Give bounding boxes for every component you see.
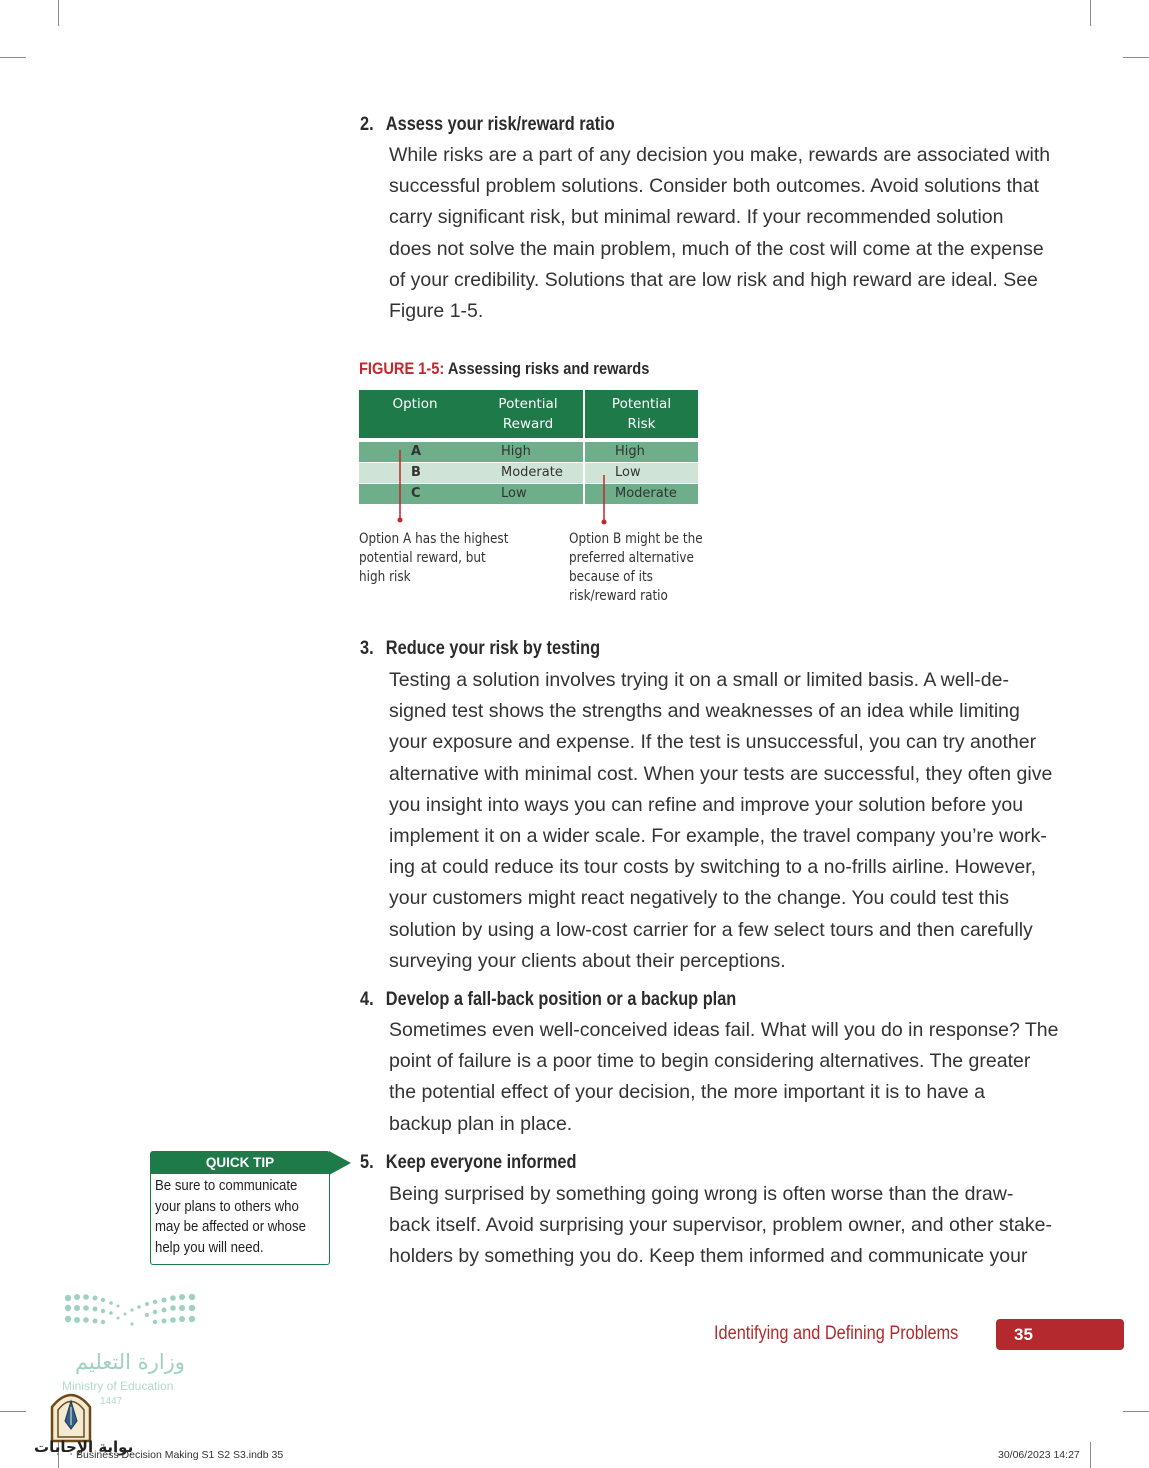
page-number-tab [996,1319,1124,1350]
callout-left [359,530,533,587]
cell-option: B [411,465,421,480]
text-line: you insight into ways you can refine and improve your solution before you [389,793,1024,816]
item-number: 5. [360,1152,374,1173]
text-line: carry significant risk, but minimal reward. If your recommended solution [389,206,1004,229]
header-risk-line2: Risk [627,416,656,432]
quick-tip-arrow [329,1151,351,1175]
callout-line: because of its [569,569,653,585]
callout-right [569,530,724,606]
callout-arrows [390,440,620,530]
cell-option: C [411,486,421,501]
text-line: surveying your clients about their perceptions. [389,949,786,972]
text-line: implement it on a wider scale. For example, the travel company you’re work- [389,825,1047,848]
item-4-paragraph [389,1015,1059,1140]
quick-tip-box [150,1151,330,1265]
header-risk [585,394,698,434]
text-line: Testing a solution involves trying it on a small or limited basis. A well-de- [389,669,1009,691]
crop-mark [58,0,59,26]
item-title: Reduce your risk by testing [385,638,601,659]
header-reward-line1: Potential [498,396,558,412]
text-line: successful problem solutions. Consider both outcomes. Avoid solutions that [389,175,1039,198]
item-4-heading [360,989,736,1011]
footer-section-title: Identifying and Defining Problems [714,1323,959,1344]
text-line: alternative with minimal cost. When your tests are successful, they often give [389,762,1053,785]
quick-tip-line: your plans to others who [155,1197,299,1215]
item-2-paragraph [389,140,1051,327]
text-line: holders by something you do. Keep them informed and communicate your [389,1245,1028,1268]
text-line: signed test shows the strengths and weaknesses of an idea while limiting [389,700,1020,723]
text-line: the potential effect of your decision, the more important it is to have a [389,1081,985,1104]
quick-tip-line: may be affected or whose [155,1218,306,1235]
ministry-logo-icon [62,1290,202,1336]
item-3-heading [360,638,600,660]
quick-tip-body [155,1176,327,1258]
crop-mark [0,1411,26,1412]
figure-caption [359,359,649,379]
ministry-name-english: Ministry of Education [62,1379,174,1393]
cell-risk: High [615,444,645,459]
callout-line: potential reward, but [359,550,486,566]
text-line: point of failure is a poor time to begin considering alternatives. The greater [389,1050,1031,1073]
callout-dot-left [398,518,403,523]
item-number: 3. [360,638,374,659]
cell-risk: Moderate [615,486,677,501]
cell-reward: Low [501,486,527,501]
text-line: solution by using a low-cost carrier for a few select tours and then carefully [389,918,1033,941]
callout-dot-right [602,520,607,525]
item-3-paragraph [389,665,1053,977]
text-line: your customers might react negatively to the change. You could test this [389,887,1010,910]
crop-mark [1090,0,1091,26]
ministry-name-arabic: وزارة التعليم [75,1350,185,1374]
slug-file-name: Business Decision Making S1 S2 S3.indb 35 [76,1449,284,1461]
callout-line: Option B might be the [569,531,703,547]
text-line: your exposure and expense. If the test is unsuccessful, you can try another [389,731,1037,754]
header-risk-line1: Potential [611,396,672,412]
item-number: 2. [360,114,374,135]
cell-option: A [411,444,422,459]
figure-title: Assessing risks and rewards [447,359,650,378]
text-line: back itself. Avoid surprising your supervisor, problem owner, and other stake- [389,1214,1052,1237]
figure-label: FIGURE 1-5: [359,359,445,378]
text-line: backup plan in place. [389,1112,573,1135]
header-reward [479,394,577,434]
text-line: does not solve the main problem, much of the cost will come at the expense [389,237,1044,260]
item-title: Keep everyone informed [385,1152,577,1173]
cell-risk: Low [615,465,641,480]
item-5-heading [360,1152,577,1174]
callout-line: Option A has the highest [359,531,509,547]
callout-line: preferred alternative [569,550,694,566]
text-line: ing at could reduce its tour costs by switching to a no-frills airline. However, [389,856,1037,879]
crop-mark [1123,1411,1149,1412]
callout-line: high risk [359,569,411,585]
page-number: 35 [1014,1325,1033,1344]
crop-mark [1123,57,1149,58]
item-title: Develop a fall-back position or a backup plan [385,989,737,1010]
text-line: Being surprised by something going wrong is often worse than the draw- [389,1183,1014,1205]
item-2-heading [360,114,615,136]
text-line: of your credibility. Solutions that are low risk and high reward are ideal. See [389,268,1038,291]
crop-mark [0,57,26,58]
text-line: Sometimes even well-conceived ideas fail. What will you do in response? The [389,1019,1059,1041]
header-reward-line2: Reward [502,416,554,432]
cell-reward: Moderate [501,465,563,480]
item-title: Assess your risk/reward ratio [385,114,615,135]
ministry-year: 1447 [100,1396,123,1407]
text-line: Figure 1-5. [389,300,484,323]
item-number: 4. [360,989,374,1010]
watermark-text: بوابة الإجابات [34,1438,134,1456]
crop-mark [1090,1442,1091,1468]
quick-tip-line: help you will need. [155,1238,264,1256]
header-option: Option [392,396,438,412]
text-line: While risks are a part of any decision you make, rewards are associated with [389,144,1051,166]
watermark-logo-icon [48,1385,94,1443]
item-5-paragraph [389,1179,1052,1273]
slug-timestamp: 30/06/2023 14:27 [998,1449,1080,1461]
callout-line: risk/reward ratio [569,588,668,604]
cell-reward: High [501,444,531,459]
quick-tip-title: QUICK TIP [151,1152,329,1174]
quick-tip-line: Be sure to communicate [155,1177,298,1194]
